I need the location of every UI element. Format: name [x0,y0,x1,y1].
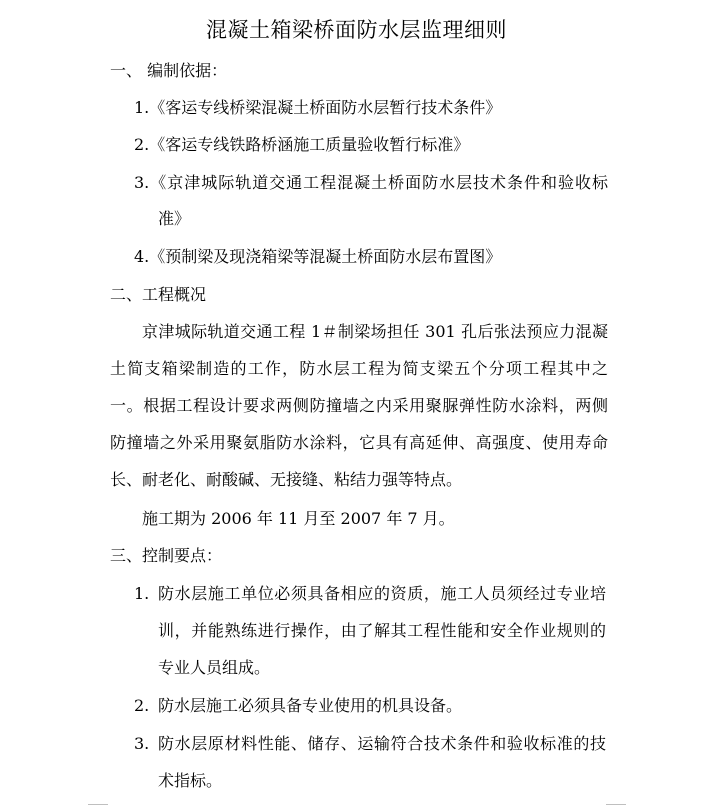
overview-paragraph-line-2: 土简支箱梁制造的工作，防水层工程为简支梁五个分项工程其中之 [110,359,608,378]
section-heading-basis: 一、 编制依据： [110,61,228,80]
basis-item-3: 3.《京津城际轨道交通工程混凝土桥面防水层技术条件和验收标 [134,173,608,192]
control-item-3-line-2: 术指标。 [158,771,223,790]
control-item-1-number: 1. [134,584,150,603]
section-heading-control-points: 三、控制要点： [110,546,223,565]
control-item-3-number: 3. [134,734,150,753]
control-item-2-number: 2. [134,696,150,715]
overview-schedule: 施工期为 2006 年 11 月至 2007 年 7 月。 [142,509,455,528]
basis-item-4: 4.《预制梁及现浇箱梁等混凝土桥面防水层布置图》 [134,247,502,266]
basis-item-1: 1.《客运专线桥梁混凝土桥面防水层暂行技术条件》 [134,98,502,117]
control-item-1-line-1: 防水层施工单位必须具备相应的资质，施工人员须经过专业培 [158,584,606,603]
overview-paragraph-line-3: 一。根据工程设计要求两侧防撞墙之内采用聚脲弹性防水涂料，两侧 [110,396,608,415]
control-item-2-line-1: 防水层施工必须具备专业使用的机具设备。 [158,696,463,715]
control-item-1-line-3: 专业人员组成。 [158,658,271,677]
control-item-1-line-2: 训，并能熟练进行操作，由了解其工程性能和安全作业规则的 [158,621,606,640]
page-corner-mark-left [88,804,108,805]
overview-paragraph-line-5: 长、耐老化、耐酸碱、无接缝、粘结力强等特点。 [110,470,463,489]
control-item-3-line-1: 防水层原材料性能、储存、运输符合技术条件和验收标准的技 [158,734,606,753]
basis-item-3-continued: 准》 [158,209,191,228]
overview-paragraph-line-4: 防撞墙之外采用聚氨脂防水涂料，它具有高延伸、高强度、使用寿命 [110,433,608,452]
section-heading-overview: 二、工程概况 [110,285,207,304]
document-title: 混凝土箱梁桥面防水层监理细则 [206,18,507,42]
basis-item-2: 2.《客运专线铁路桥涵施工质量验收暂行标准》 [134,135,470,154]
page-corner-mark-right [606,804,626,805]
overview-paragraph-line-1: 京津城际轨道交通工程 1＃制梁场担任 301 孔后张法预应力混凝 [142,322,608,341]
